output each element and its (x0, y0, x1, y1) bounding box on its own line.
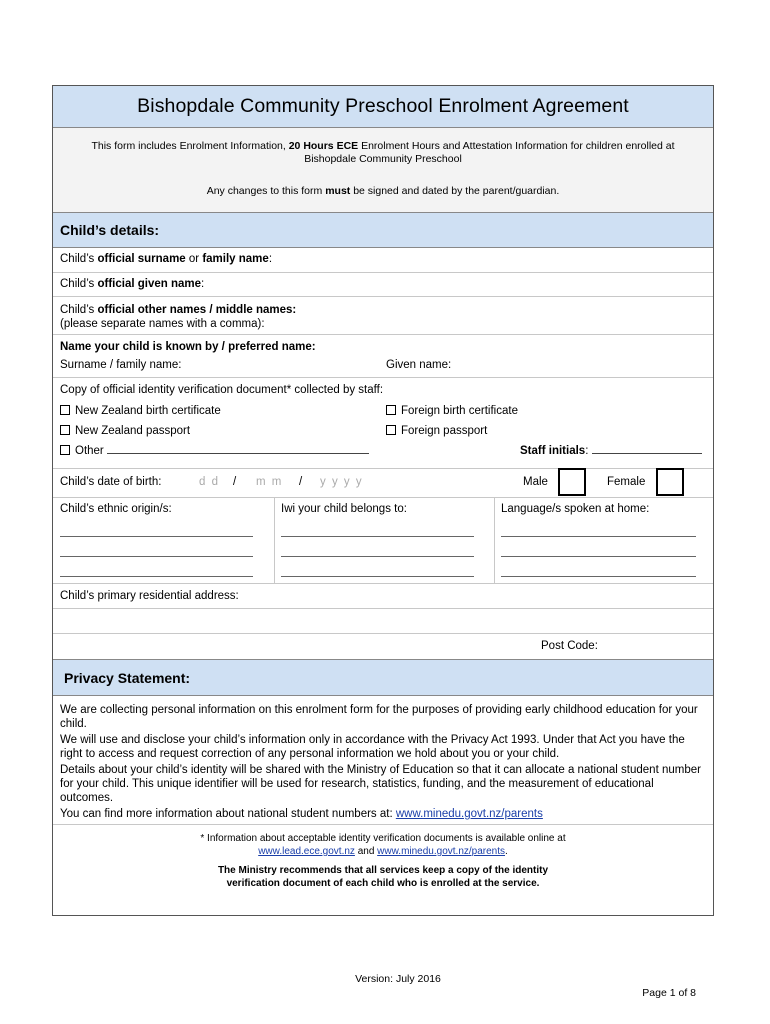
ethnic-line[interactable] (60, 556, 253, 557)
preferred-given-field[interactable]: Given name: (386, 359, 452, 371)
ethnic-line[interactable] (60, 576, 253, 577)
iwi-line[interactable] (281, 576, 474, 577)
intro-line-1: This form includes Enrolment Information, 20 Hours ECE Enrolment Hours and Attestation Information for children enrolled at (91, 140, 675, 152)
language-label: Language/s spoken at home: (501, 503, 650, 515)
staff-initials-field[interactable]: Staff initials: (520, 445, 702, 457)
footnote: * Information about acceptable identity verification documents is available online at www.lead.ece.govt.nz and www.minedu.govt.nz/parents. The Ministry recommends that all services keep a copy of the identity verification document of each child who is enrolled at the service. (200, 833, 566, 889)
male-checkbox[interactable] (558, 468, 586, 496)
language-line[interactable] (501, 576, 696, 577)
privacy-p2: We will use and disclose your child’s information only in accordance with the Privacy Act 1993. Under that Act you have the right to access and request correction of any personal information we hold about you or your child. (60, 734, 685, 760)
preferred-name-heading: Name your child is known by / preferred name: (60, 341, 316, 353)
iwi-line[interactable] (281, 556, 474, 557)
lead-ece-link[interactable]: www.lead.ece.govt.nz (258, 846, 355, 857)
female-checkbox[interactable] (656, 468, 684, 496)
foreign-birth-cert-option[interactable]: Foreign birth certificate (386, 405, 518, 417)
intro-panel (53, 128, 713, 213)
intro-line-2: Bishopdale Community Preschool (304, 153, 462, 165)
privacy-heading: Privacy Statement: (53, 660, 713, 696)
preferred-name-section (53, 335, 713, 378)
ethnic-line[interactable] (60, 536, 253, 537)
origin-language-row (53, 498, 713, 584)
preferred-surname-field[interactable]: Surname / family name: (60, 359, 182, 371)
ethnic-origin-label: Child’s ethnic origin/s: (60, 503, 172, 515)
other-names-field[interactable]: Child’s official other names / middle names: (please separate names with a comma): (53, 297, 713, 335)
privacy-p1: We are collecting personal information on this enrolment form for the purposes of providing early childhood education for your child. (60, 704, 698, 730)
given-name-field[interactable]: Child’s official given name: (53, 273, 713, 297)
other-document-option[interactable]: Other (60, 445, 369, 457)
dob-month-input[interactable]: m m (256, 476, 283, 488)
address-line-2[interactable] (53, 609, 713, 634)
staff-initials-line[interactable] (592, 453, 702, 454)
dob-gender-row: Child’s date of birth: d d / m m / y y y y Male Female (53, 469, 713, 498)
minedu-parents-link-2[interactable]: www.minedu.govt.nz/parents (377, 846, 506, 857)
page-number: Page 1 of 8 (642, 987, 696, 999)
language-line[interactable] (501, 536, 696, 537)
postcode-field[interactable]: Post Code: (53, 634, 713, 660)
dob-day-input[interactable]: d d (199, 476, 220, 488)
privacy-p3: Details about your child’s identity will be shared with the Ministry of Education so that it can allocate a national student number for your child. This unique identifier will be used for research, statistics, funding, and the measurement of educational outcomes. (60, 764, 701, 804)
dob-year-input[interactable]: y y y y (320, 476, 364, 488)
id-document-label-row: Copy of official identity verification document* collected by staff: (60, 384, 384, 396)
nz-birth-cert-option[interactable]: New Zealand birth certificate (60, 405, 221, 417)
other-document-line[interactable] (107, 453, 369, 454)
id-document-checks (53, 403, 713, 469)
foreign-passport-option[interactable]: Foreign passport (386, 425, 487, 437)
privacy-statement (53, 696, 713, 825)
changes-notice: Any changes to this form must be signed and dated by the parent/guardian. (206, 185, 560, 197)
form-title: Bishopdale Community Preschool Enrolment Agreement (53, 86, 713, 128)
surname-field[interactable]: Child’s official surname or family name: (53, 248, 713, 273)
language-line[interactable] (501, 556, 696, 557)
minedu-parents-link[interactable]: www.minedu.govt.nz/parents (395, 808, 543, 820)
checkbox-icon[interactable] (386, 425, 396, 435)
address-field[interactable]: Child’s primary residential address: (53, 584, 713, 609)
checkbox-icon[interactable] (60, 425, 70, 435)
version-label: Version: July 2016 (355, 973, 441, 985)
nz-passport-option[interactable]: New Zealand passport (60, 425, 190, 437)
iwi-line[interactable] (281, 536, 474, 537)
checkbox-icon[interactable] (60, 445, 70, 455)
enrolment-form (52, 85, 714, 916)
checkbox-icon[interactable] (386, 405, 396, 415)
iwi-label: Iwi your child belongs to: (281, 503, 407, 515)
childs-details-heading: Child’s details: (53, 213, 713, 248)
checkbox-icon[interactable] (60, 405, 70, 415)
privacy-p4: You can find more information about national student numbers at: www.minedu.govt.nz/parents (60, 808, 543, 820)
